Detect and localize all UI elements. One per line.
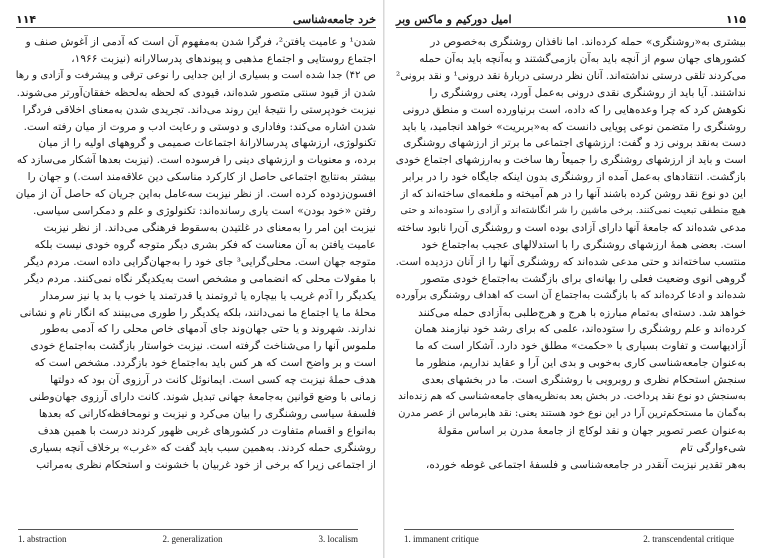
left-page-header [16, 8, 376, 28]
text-line: یکدیگر را آدم غریب یا بیچاره یا ثروتمند یا قدرتمند یا خوب یا بد یا نیز سرمدار [40, 289, 376, 302]
footnote: 1. abstraction [18, 534, 67, 544]
text-line: بیشتری به‌«روشنگری» حمله کرده‌اند. اما نافذان روشنگری به‌خصوص در [430, 36, 746, 48]
page-number: ۱۱۴ [16, 13, 37, 26]
text-line: با مقولات محلی که انضمامی و مشخص است به‌یکدیگر نگاه نمی‌کنند. مردم دیگر [24, 272, 376, 285]
text-line: رفتن «خود بودن» است یاری رسانده‌اند: تکنولوژی و علم و دمکراسی سیاسی. [32, 205, 376, 218]
text-line: هدف حملهٔ نیزبت چه کسی است. ایمانوئل کانت در آرزوی آن بود که دولتها [50, 374, 376, 387]
text-line: شدن¹ و عامیت یافتن²، فرگرا شدن به‌مفهوم آن است که آدمی از آغوش صنف و [25, 36, 376, 48]
text-line: محلهٔ ما یا اجتماع ما نمی‌دانند، بلکه یکدیگر را طوری می‌بینند که انگار نام و نشانی [19, 306, 376, 319]
text-line: بازگشت. انتقادهای به‌عمل آمده از روشنگری بدون اینکه جایگاه خود را در برابر [402, 171, 746, 184]
text-line: روشنگری را متضمن نوعی پویایی دانست که به‌«بربریت» خواهد انجامید، یا باید [401, 120, 746, 133]
text-line: هیچ منطقی تبعیت نمی‌کنند. برخی ماشین را شر انگاشته‌اند و آزادی را ستوده‌اند و حتی [400, 205, 746, 217]
page-number: ۱۱۵ [725, 13, 746, 26]
text-line: دست به‌نقد برونی زد و گفت: ارزشهای اجتماعی ما برتر از ارزشهای روشنگری [403, 137, 746, 150]
text-line: منتسب ساخته‌اند و حتی مدعی شده‌اند که روشنگری آنها را از آنان دزدیده است. [396, 255, 746, 268]
text-line: است. بعضی همهٔ ارزشهای روشنگری را با استدلالهای عجیب به‌اجتماع خود [421, 238, 746, 251]
text-line: نیزبت این امر را به‌معنای در غلتیدن به‌سقوط فرهنگی می‌داند. از نظر نیزبت [43, 221, 376, 234]
text-line: کرده‌اند و علم روشنگری را ستوده‌اند، علمی که برای رشد خود نیازمند همان [414, 323, 746, 336]
text-line: روشنگری حمله کردند. به‌همین سبب باید گفت که «غرب» برخلاف آنچه بسیاری [29, 441, 376, 454]
text-line: شدن اشاره می‌کند: وفاداری و دوستی و رعایت ادب و مروت از میان رفته است. [23, 120, 376, 133]
right-page [384, 0, 768, 558]
text-line: به‌هر تقدیر نیزبت آنقدر در جامعه‌شناسی و فلسفهٔ اجتماعی غوطه خورده، [425, 458, 746, 471]
running-head: امیل دورکیم و ماکس وبر [396, 13, 512, 26]
text-line: بیشتر به‌نتایج اجتماعی حاصل از کارکرد مناسکی دین علاقه‌مند است.) و جهان را [27, 171, 376, 184]
footnote: 2. generalization [162, 534, 223, 544]
footnote: 3. localism [318, 534, 358, 544]
text-line: شده‌اند و ادعا کرده‌اند که با بازگشت به‌اجتماع آن است که اهداف روشنگری برآورده [396, 289, 746, 301]
text-line: آزادیهاست و تفاوت بسیاری با «حکمت» مطلق خود دارد. آشکار است که ما [415, 340, 746, 353]
text-line: متوجه جهان است. محلی‌گرایی³ جای خود را به‌جهان‌گرایی داده است. مردم دیگر [24, 255, 376, 268]
text-line: سنجش استحکام نظری و روبرویی با روشنگری است. ما در بخشهای بعدی [421, 374, 746, 387]
text-line: این دو نوع نقد روشن کرده باشند آنها را در هم آمیخته و ملغمه‌ای ساخته‌اند که از [400, 188, 746, 201]
text-line: کشورهای جهان سوم از آنچه باید به‌آن بازمی‌گشتند و به‌آنچه باید به‌آن حمله [419, 52, 746, 65]
text-line: برده، و معنویات و ارزشهای دینی را فرسوده است. (نیزبت بعدها آشکار می‌سازد که [16, 154, 376, 167]
text-line: فلسفهٔ سیاسی روشنگری را بیان می‌کرد و نیزبت و نومحافظه‌کارانی که بعدها [38, 407, 376, 420]
text-line: به‌عنوان جامعه‌شناسی کاری به‌خوبی و بدی این آرا و عقاید نداریم، منظور ما [415, 357, 746, 370]
footnote: 2. transcendental critique [643, 534, 734, 544]
text-line: گروهی انوی وضعیت فعلی را بهانه‌ای برای بازگشت به‌اجتماع خودی متصور [421, 272, 746, 285]
right-footnotes [404, 529, 734, 544]
text-line: به‌عنوان عصر تصویر جهان و نقد لوکاچ از جامعهٔ مدرن بر اساس مقولهٔ [437, 424, 746, 437]
text-line: شیء‌وارگی تام [680, 441, 746, 454]
text-line: ملموس آنها را می‌شناخت گرفته است. نیزبت خواستار بازگشت به‌اجتماع خودی [30, 340, 376, 353]
text-line: از اجتماعی زیرا که برخی از خود غربیان با خشونت و استحکام نظری به‌مراتب [36, 458, 376, 471]
text-line: می‌کردند تلقی درستی نداشته‌اند. آنان نظر درستی دربارهٔ نقد درونی¹ و نقد برونی² [396, 69, 746, 82]
text-line: ص ۴۲) جدا شده است و بسیاری از این جدایی را نوعی ترقی و پیشرفت و آزادی و رها [16, 69, 376, 81]
left-footnotes [18, 529, 358, 544]
left-page-body [16, 34, 376, 474]
text-line: به‌سنجش دو نوع نقد پرداخت. در بخش بعد به‌نظریه‌های جامعه‌شناسی که هم زنده‌اند [398, 391, 746, 403]
text-line: است و بر واضح است که هر کس باید به‌اجتماع خود بازگردد. مشخص است که [34, 357, 376, 370]
text-line: افسون‌زدوده کرده است. از نظر نیزبت سه‌عامل به‌این جریان که حاصل آن از میان [16, 188, 376, 201]
text-line: ندارند. شهروند و یا حتی جهان‌وند جای آدمهای خاص محلی را که آدمی به‌طور [40, 323, 376, 336]
text-line: زمانی با وضع قوانین به‌جامعهٔ جهانی تبدیل شوند. کانت دارای آرزوی جهان‌وطنی [29, 391, 376, 404]
text-line: تکنولوژی، ارزشهای پدرسالارانهٔ اجتماعات صمیمی و گروههای اولیه را از میان [38, 137, 376, 150]
right-page-header [396, 8, 746, 28]
right-page-body [396, 34, 746, 474]
text-line: نکوهش کرد که چرا وعده‌هایی را که داده، است برنیاورده است و منطق درونی [402, 103, 746, 116]
text-line: اجتماع روستایی و اجتماع مذهبی و پیوندهای پدرسالارانه (نیزبت ۱۹۶۶، [71, 52, 376, 65]
text-line: عامیت یافتن به آن معناست که فکر بشری دیگر متوجه گروه خودی نیست بلکه [34, 238, 376, 251]
footnote: 1. immanent critique [404, 534, 479, 544]
text-line: نیزبت خودپرستی را نتیجهٔ این روند می‌داند. تجریدی شدن به‌معنای اخلاقی فردگرا [22, 103, 376, 116]
text-line: است و باید از ارزشهای روشنگری را جمیعاً رها ساخت و به‌ارزشهای اجتماع خودی [396, 154, 746, 167]
text-line: به‌انواع و اقسام متفاوت در کشورهای غربی ظهور کردند درست با همین هدف [37, 424, 376, 437]
running-head: خرد جامعه‌شناسی [292, 13, 376, 26]
text-line: شدن از قیود سنتی متصور شده‌اند، قیودی که لحظه به‌لحظه خفقان‌آورتر می‌شوند. [16, 86, 376, 99]
text-line: به‌گمان ما مستحکم‌ترین آرا در این نوع خود هستند یعنی: نقد هابرماس از عصر مدرن [398, 407, 746, 419]
text-line: نداشتند. آیا باید از روشنگری نقدی درونی به‌عمل آورد، یعنی روشنگری را [429, 86, 746, 99]
text-line: خواهد شد. دسته‌ای به‌تمام مبارزه با هرج و هرج‌طلبی به‌آزادی حمله می‌کنند [418, 306, 746, 319]
text-line: مدعی شده‌اند که جامعهٔ آنها دارای آزادی بوده است و روشنگری آن‌را نابود ساخته [396, 221, 746, 234]
